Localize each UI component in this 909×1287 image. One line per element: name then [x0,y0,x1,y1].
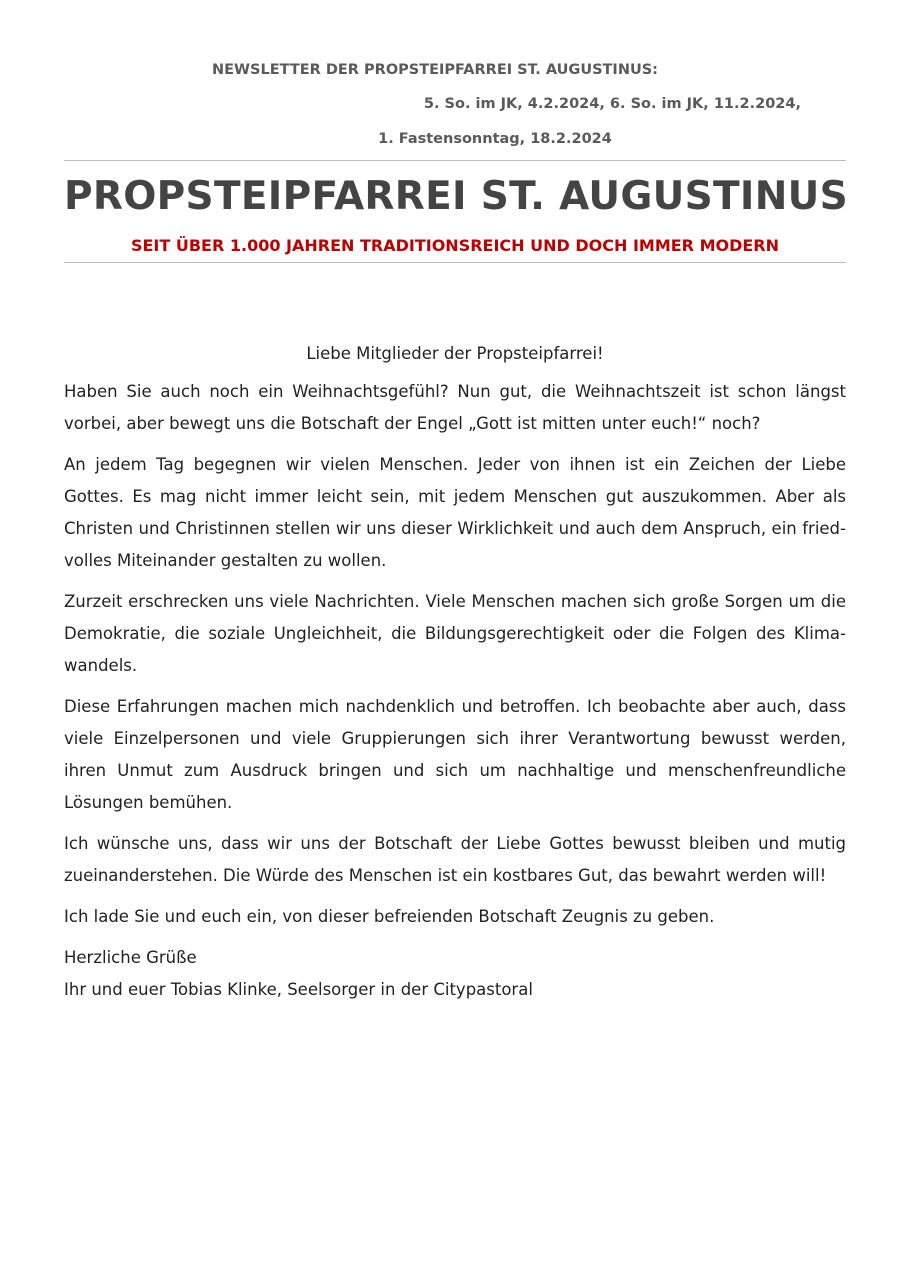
page-title: PROPSTEIPFARREI ST. AUGUSTINUS [64,174,849,219]
letter-signature: Ihr und euer Tobias Klinke, Seelsorger in der Citypastoral [64,980,533,999]
letter-paragraph: An jedem Tag begegnen wir vielen Menschen. Jeder von ihnen ist ein Zeichen der Liebe Gottes. Es mag nicht immer leicht sein, mit jedem Menschen gut auszukommen. Aber als Christen und Christinnen stellen wir uns dieser Wirklichkeit und auch dem Anspruch, ein friedvolles Miteinander gestalten zu wollen. [64,455,846,570]
top-divider [64,160,846,161]
page-subtitle: SEIT ÜBER 1.000 JAHREN TRADITIONSREICH UND DOCH IMMER MODERN [130,236,780,255]
letter-body [64,340,846,1006]
letter-closing: Herzliche Grüße [64,948,197,967]
letter-paragraph: Zurzeit erschrecken uns viele Nachrichten. Viele Menschen machen sich große Sorgen um die Demokratie, die soziale Ungleichheit, die Bildungsgerechtigkeit oder die Folgen des Klimawandels. [64,592,846,675]
newsletter-dates-line: 5. So. im JK, 4.2.2024, 6. So. im JK, 11.2.2024, [423,96,801,112]
letter-paragraph: Diese Erfahrungen machen mich nachdenklich und betroffen. Ich beobachte aber auch, dass viele Einzelpersonen und viele Gruppierungen sich ihrer Verantwortung bewusst werden, ihren Unmut zum Ausdruck bringen und sich um nachhaltige und menschenfreundliche Lösungen bemühen. [64,697,846,812]
letter-salutation: Liebe Mitglieder der Propsteipfarrei! [306,344,604,363]
letter-paragraph: Haben Sie auch noch ein Weihnachtsgefühl? Nun gut, die Weihnachtszeit ist schon längst vorbei, aber bewegt uns die Botschaft der Engel „Gott ist mitten unter euch!“ noch? [64,382,846,433]
letter-paragraph: Ich lade Sie und euch ein, von dieser befreienden Botschaft Zeugnis zu geben. [64,907,715,926]
bottom-divider [64,262,846,263]
newsletter-heading: NEWSLETTER DER PROPSTEIPFARREI ST. AUGUSTINUS: [212,62,658,78]
newsletter-fasting-line: 1. Fastensonntag, 18.2.2024 [378,131,612,147]
letter-paragraph: Ich wünsche uns, dass wir uns der Botschaft der Liebe Gottes bewusst bleiben und mutig zueinanderstehen. Die Würde des Menschen ist ein kostbares Gut, das bewahrt werden will! [64,834,846,885]
